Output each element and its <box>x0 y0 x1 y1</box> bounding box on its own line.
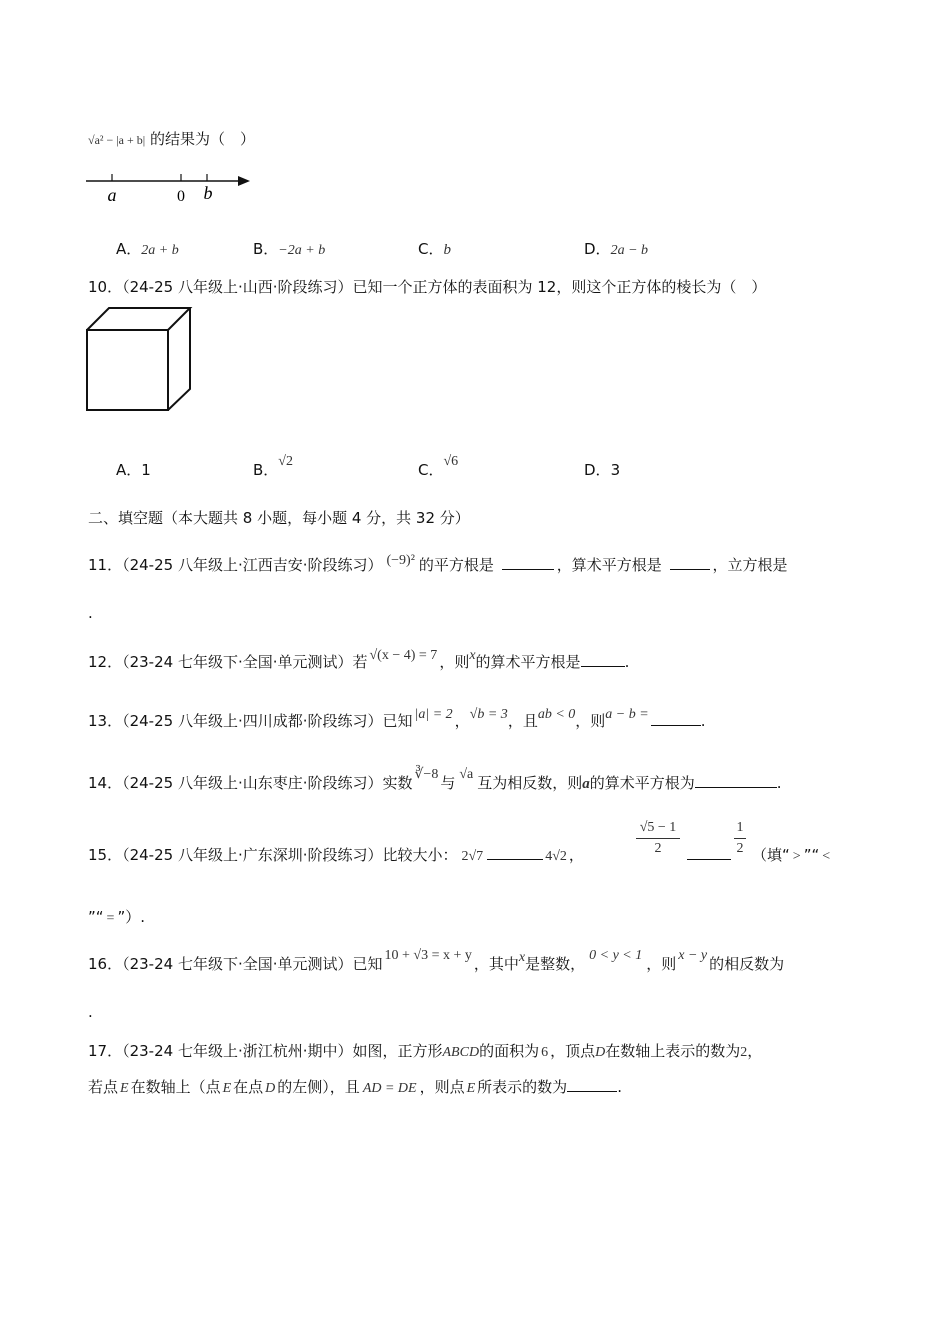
q15-greater-than: > <box>792 849 801 864</box>
q15-comma: ， <box>568 846 584 864</box>
q15-line <box>88 844 584 865</box>
q9-option-b <box>253 238 325 259</box>
q17-end: . <box>617 1078 622 1096</box>
q12-expression: √(x − 4) = 7 <box>369 648 438 663</box>
q17-text-6: 若点 <box>88 1078 119 1096</box>
q15-text-3: ”“ <box>88 908 104 926</box>
q11-number: 11． <box>88 556 123 574</box>
q17-equation: AD = DE <box>362 1081 417 1096</box>
option-value: 1 <box>141 461 151 479</box>
q15-text-4: ”）. <box>117 908 145 926</box>
section-title: 二、填空题（本大题共 8 小题，每小题 4 分，共 32 分） <box>88 509 470 527</box>
q15-expr-2: 4√2 <box>545 849 567 864</box>
q13-expr-2: √b = 3 <box>469 707 508 722</box>
option-label: D． <box>584 240 611 258</box>
q12-end: . <box>624 653 630 671</box>
q16-source: （23-24 七年级下·全国·单元测试）已知 <box>122 955 383 973</box>
q10-option-d <box>584 459 620 480</box>
q16-line <box>88 948 785 974</box>
answer-blank <box>567 1077 617 1092</box>
answer-blank <box>502 555 554 570</box>
q14-text-2: 互为相反数，则 <box>477 774 583 792</box>
q16-text-1: ，其中 <box>473 955 519 973</box>
q12-source: （23-24 七年级下·全国·单元测试）若 <box>122 653 368 671</box>
q15-source: （24-25 八年级上·广东深圳·阶段练习）比较大小： <box>122 846 458 864</box>
q17-text-11: 所表示的数为 <box>477 1078 568 1096</box>
answer-blank <box>695 773 777 788</box>
option-label: B． <box>253 461 279 479</box>
q11-line <box>88 554 788 575</box>
q10-option-b <box>253 454 293 480</box>
answer-blank <box>687 845 731 860</box>
q13-text-1: ，且 <box>507 712 538 730</box>
q9-text: 的结果为（ ） <box>149 130 255 148</box>
answer-blank <box>651 711 701 726</box>
q16-text-3: ，则 <box>646 955 677 973</box>
fraction-denominator: 2 <box>736 841 744 856</box>
option-value: b <box>443 242 451 258</box>
q17-text-7: 在数轴上（点 <box>130 1078 221 1096</box>
q9-point-zero: 0 <box>177 188 185 205</box>
q13-text-2: ，则 <box>575 712 606 730</box>
q17-point-e: E <box>466 1081 476 1096</box>
q17-point-d: D <box>265 1081 276 1096</box>
q14-source: （24-25 八年级上·山东枣庄·阶段练习）实数 <box>122 774 413 792</box>
option-value: 3 <box>610 461 621 479</box>
q10-option-a <box>116 459 151 480</box>
q9-option-a <box>116 238 179 259</box>
q17-line-1 <box>88 1040 762 1061</box>
q17-square-name: ABCD <box>442 1045 480 1060</box>
option-value: −2a + b <box>278 243 326 258</box>
option-value: 2a + b <box>141 243 179 258</box>
q11-source: （24-25 八年级上·江西吉安·阶段练习） <box>122 556 383 574</box>
q16-expr-1: 10 + √3 = x + y <box>384 948 472 963</box>
q16-text-4: 的相反数为 <box>709 955 785 973</box>
fraction-bar <box>636 838 680 839</box>
q12-text-1: ，则 <box>439 653 470 671</box>
q10-text: （24-25 八年级上·山西·阶段练习）已知一个正方体的表面积为 12，则这个正方体的棱长为（ ） <box>122 278 767 296</box>
q15-less-than: < <box>822 849 831 864</box>
q17-area: 6 <box>541 1045 549 1060</box>
q15-fill-hint <box>752 844 830 865</box>
answer-blank <box>487 845 543 860</box>
option-label: B． <box>253 240 279 258</box>
comma: ， <box>454 712 470 730</box>
q10-line <box>88 276 766 297</box>
fraction-numerator: 1 <box>736 820 744 835</box>
q15-fraction-2 <box>734 820 746 857</box>
q12-variable: x <box>469 648 476 663</box>
q11-expression: (−9)² <box>386 553 415 568</box>
q17-value-two: 2 <box>740 1045 748 1060</box>
q13-end: . <box>700 712 706 730</box>
q15-expr-1: 2√7 <box>461 849 484 864</box>
q9-option-d <box>584 238 648 259</box>
q17-point-e: E <box>222 1081 232 1096</box>
q11-end: . <box>88 604 93 622</box>
q17-text-4: 在数轴上表示的数为 <box>605 1042 741 1060</box>
q17-text-1: （23-24 七年级上·浙江杭州·期中）如图，正方形 <box>122 1042 443 1060</box>
option-label: D． <box>584 461 611 479</box>
q14-line <box>88 767 782 793</box>
q17-text-8: 在点 <box>233 1078 264 1096</box>
fraction-bar <box>734 838 746 839</box>
q13-expr-1: |a| = 2 <box>414 707 453 722</box>
q9-point-b: b <box>203 183 213 203</box>
q17-point-d: D <box>595 1045 606 1060</box>
option-label: C． <box>418 461 444 479</box>
q9-line <box>88 128 255 149</box>
q13-number: 13． <box>88 712 123 730</box>
q16-expr-2: 0 < y < 1 <box>589 948 643 963</box>
q16-number: 16． <box>88 955 123 973</box>
q17-text-2: 的面积为 <box>479 1042 540 1060</box>
option-label: C． <box>418 240 444 258</box>
q12-text-2: 的算术平方根是 <box>475 653 581 671</box>
option-label: A． <box>116 461 142 479</box>
fraction-numerator: √5 − 1 <box>639 820 677 835</box>
q17-text-3: ，顶点 <box>550 1042 596 1060</box>
q11-text-2: ，算术平方根是 <box>556 556 662 574</box>
q15-fraction-1 <box>636 820 680 857</box>
q12-number: 12． <box>88 653 123 671</box>
q15-text-2: ”“ <box>803 846 820 864</box>
q16-end: . <box>88 1003 93 1021</box>
q9-expression: √a² − |a + b| <box>88 133 146 147</box>
q17-text-9: 的左侧），且 <box>277 1078 360 1096</box>
option-value: 2a − b <box>610 243 649 258</box>
option-value: √2 <box>278 454 293 469</box>
q12-line <box>88 648 630 672</box>
q17-point-e: E <box>120 1081 129 1096</box>
q16-text-2: 是整数， <box>525 955 586 973</box>
q16-variable: x <box>518 950 526 965</box>
q14-text-1: 与 <box>440 774 456 792</box>
q14-end: . <box>776 774 782 792</box>
answer-blank <box>670 555 710 570</box>
q11-text-1: 的平方根是 <box>418 556 494 574</box>
q16-expr-3: x − y <box>678 948 708 963</box>
fraction-denominator: 2 <box>654 841 662 856</box>
q13-line <box>88 707 706 731</box>
q14-number: 14． <box>88 774 123 792</box>
q10-number: 10． <box>88 278 123 296</box>
q15-number: 15． <box>88 846 123 864</box>
q9-number-line <box>84 168 254 208</box>
q17-text-5: ， <box>747 1042 763 1060</box>
q15-text-1: （填“ <box>752 846 790 864</box>
cube-figure <box>84 305 196 415</box>
q17-number: 17． <box>88 1042 123 1060</box>
q9-point-a: a <box>107 185 117 205</box>
q15-equals: = <box>106 911 115 926</box>
q10-option-c <box>418 454 459 480</box>
q13-expr-3: ab < 0 <box>537 707 576 722</box>
q11-text-3: ，立方根是 <box>712 556 788 574</box>
q14-variable: a <box>582 776 590 792</box>
q13-source: （24-25 八年级上·四川成都·阶段练习）已知 <box>122 712 413 730</box>
q14-expr-1: ∛−8 <box>414 767 439 782</box>
q17-text-10: ，则点 <box>419 1078 465 1096</box>
answer-blank <box>581 652 625 667</box>
option-label: A． <box>116 240 142 258</box>
q15-line-2 <box>88 906 145 927</box>
q14-expr-2: √a <box>459 767 474 782</box>
option-value: √6 <box>443 454 459 469</box>
q14-text-3: 的算术平方根为 <box>589 774 695 792</box>
q13-expr-4: a − b = <box>605 707 649 722</box>
q9-option-c <box>418 238 451 259</box>
q17-line-2 <box>88 1076 622 1097</box>
